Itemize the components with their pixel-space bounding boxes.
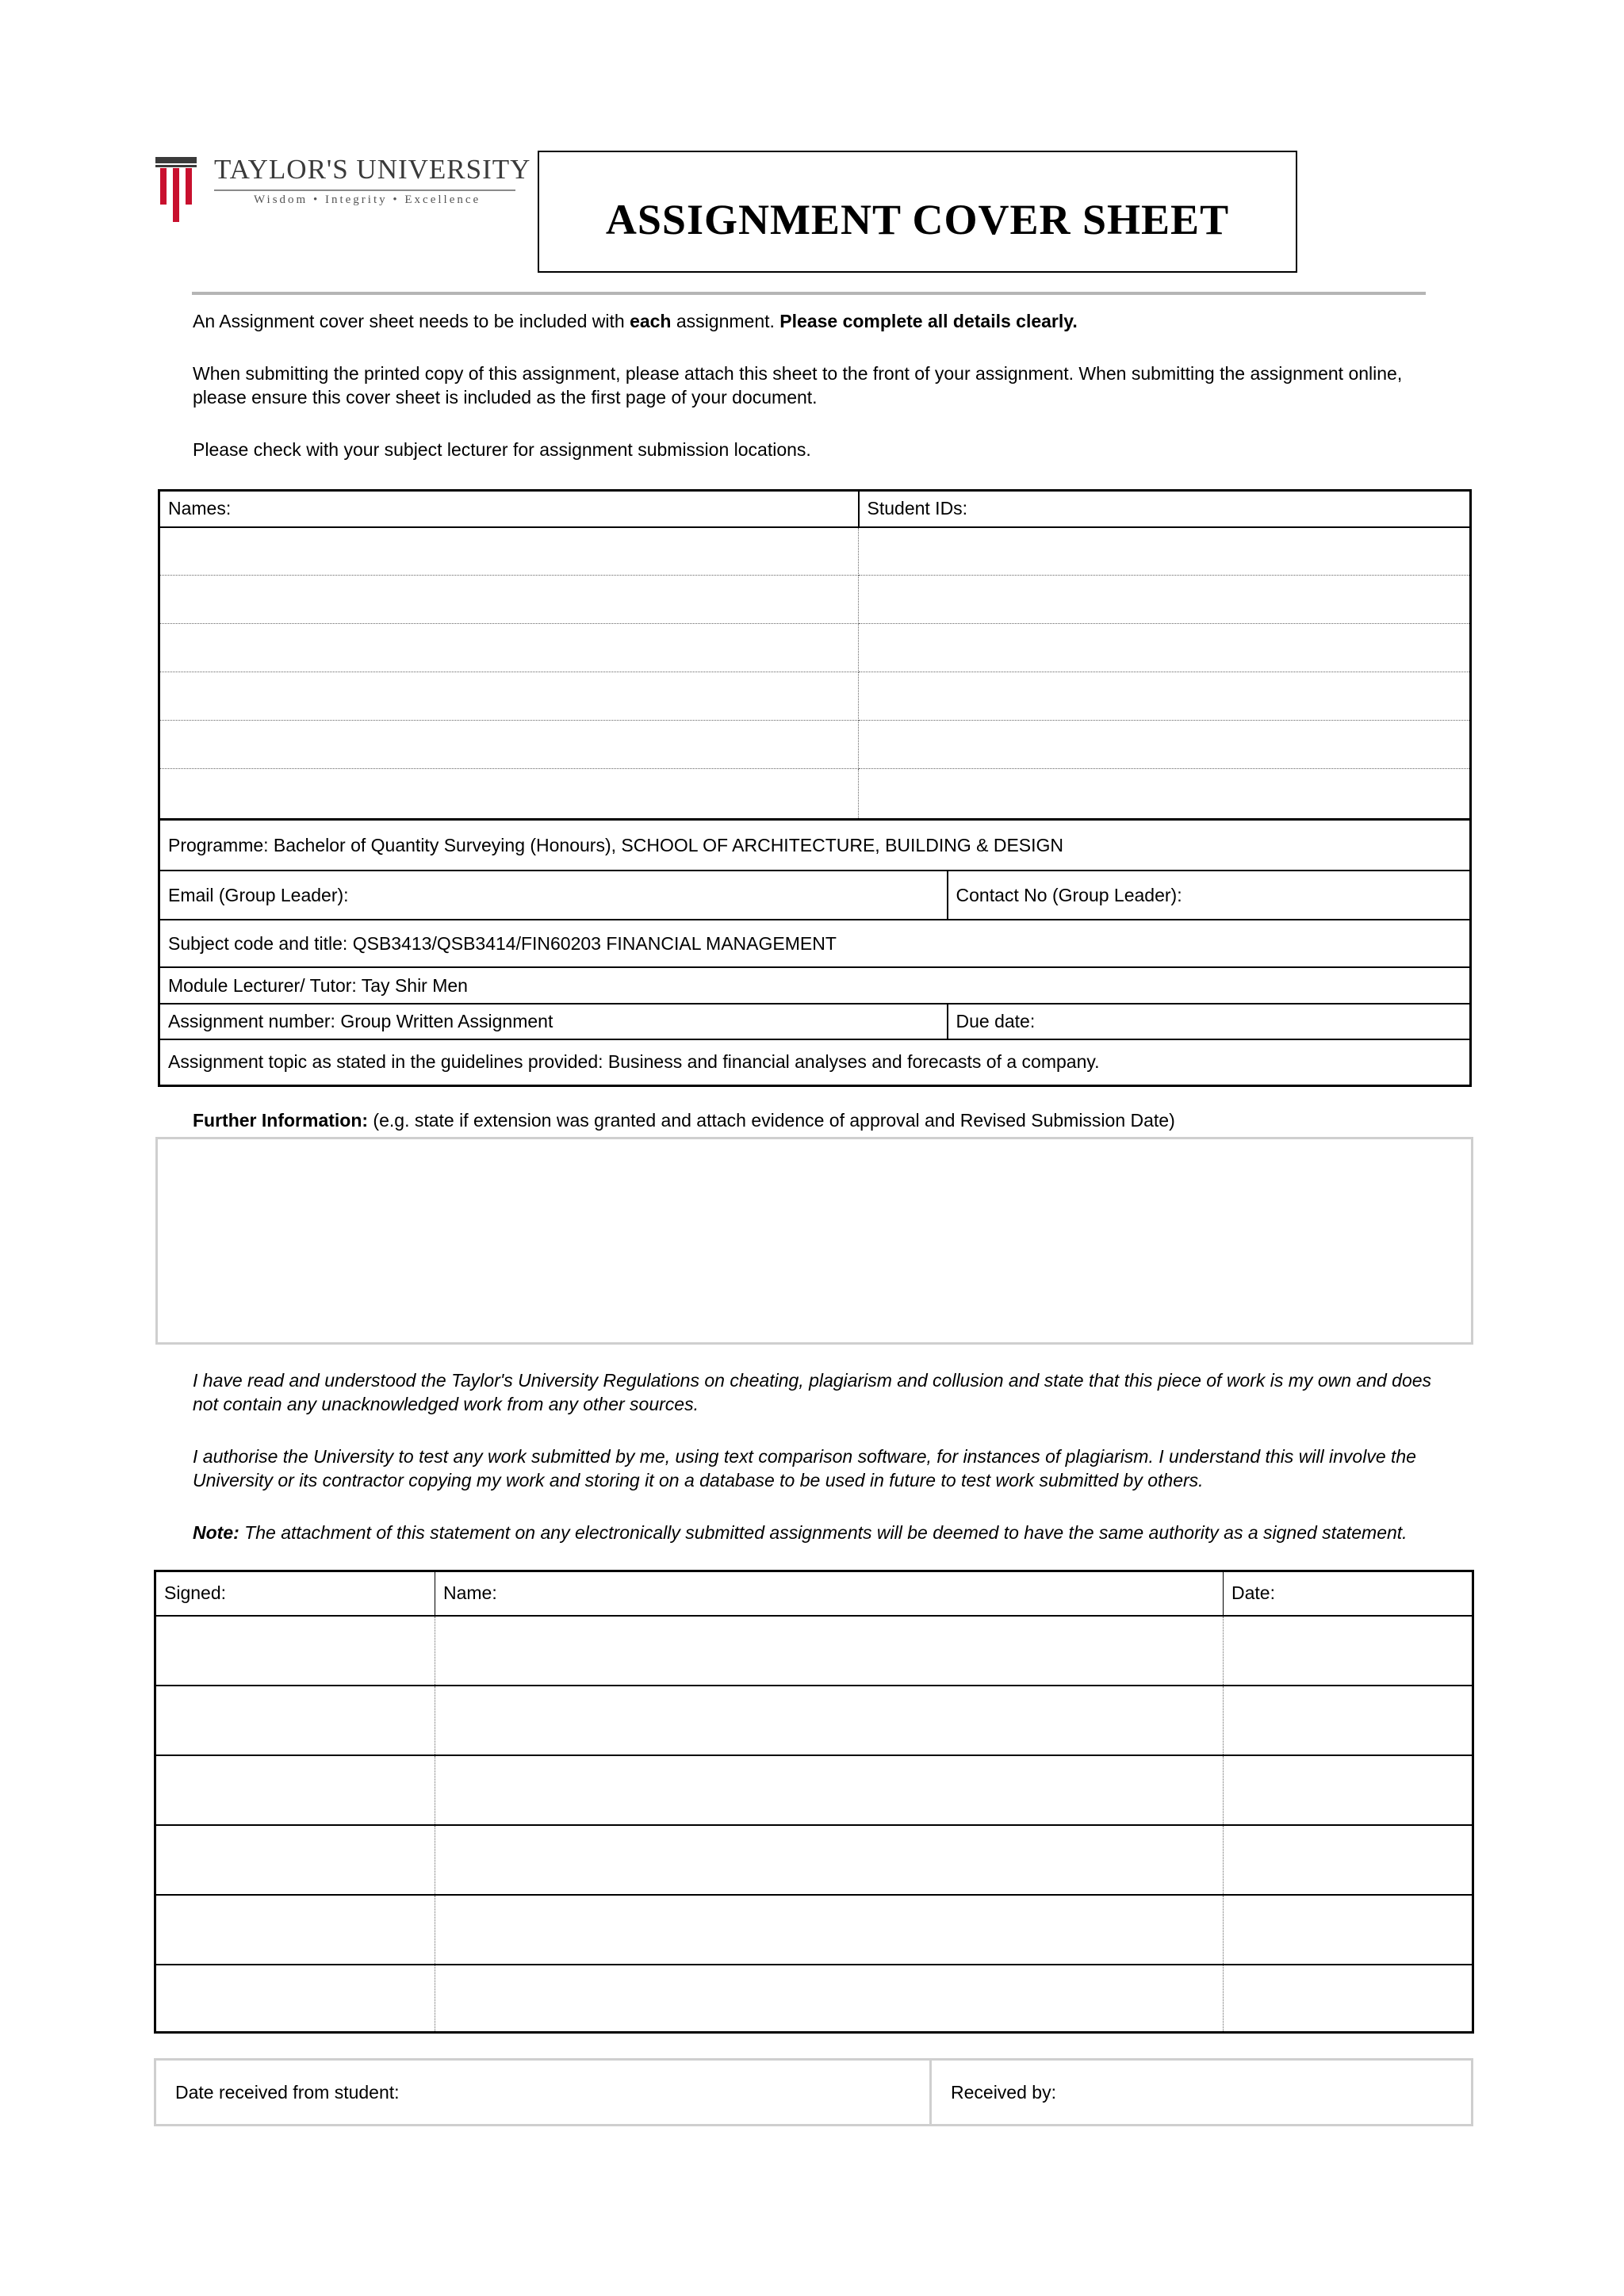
name-field[interactable] — [159, 672, 859, 721]
student-names-table — [158, 489, 1472, 821]
subject-field: Subject code and title: QSB3413/QSB3414/FIN60203 FINANCIAL MANAGEMENT — [159, 920, 1471, 967]
student-ids-header: Student IDs: — [859, 491, 1471, 527]
signatory-name-field[interactable] — [435, 1616, 1224, 1686]
receipt-box — [154, 2058, 1473, 2126]
due-date-field[interactable]: Due date: — [948, 1004, 1471, 1039]
signature-field[interactable] — [155, 1895, 435, 1965]
signatory-name-field[interactable] — [435, 1686, 1224, 1755]
further-information-field[interactable] — [155, 1137, 1473, 1345]
signature-date-field[interactable] — [1224, 1616, 1473, 1686]
name-field[interactable] — [159, 769, 859, 820]
student-id-field[interactable] — [859, 721, 1471, 769]
signature-table — [154, 1570, 1474, 2034]
lecturer-field: Module Lecturer/ Tutor: Tay Shir Men — [159, 967, 1471, 1004]
note-label: Note: — [193, 1522, 239, 1543]
student-id-field[interactable] — [859, 672, 1471, 721]
contact-number-field[interactable]: Contact No (Group Leader): — [948, 871, 1471, 920]
name-header: Name: — [435, 1571, 1224, 1616]
assignment-topic-field: Assignment topic as stated in the guidelines provided: Business and financial analyses and forecasts of a company. — [159, 1039, 1471, 1085]
names-header: Names: — [159, 491, 859, 527]
name-field[interactable] — [159, 576, 859, 624]
name-field[interactable] — [159, 527, 859, 576]
declaration-authorisation: I authorise the University to test any work submitted by me, using text comparison software, for instances of plagiarism. I understand this will involve the University or its contractor copying my work and storing it on a database to be used in future to test work submitted by others. — [193, 1446, 1416, 1490]
student-id-field[interactable] — [859, 769, 1471, 820]
signature-date-field[interactable] — [1224, 1686, 1473, 1755]
university-name: TAYLOR'S UNIVERSITY — [214, 154, 531, 185]
further-info-hint: (e.g. state if extension was granted and attach evidence of approval and Revised Submission Date) — [368, 1110, 1175, 1131]
intro-emphasis-complete: Please complete all details clearly. — [779, 311, 1078, 331]
signature-field[interactable] — [155, 1825, 435, 1895]
signature-field[interactable] — [155, 1616, 435, 1686]
page-title: ASSIGNMENT COVER SHEET — [605, 196, 1230, 243]
signatory-name-field[interactable] — [435, 1965, 1224, 2033]
assignment-number-field: Assignment number: Group Written Assignment — [159, 1004, 948, 1039]
intro-text: An Assignment cover sheet needs to be included with — [193, 311, 630, 331]
signatory-name-field[interactable] — [435, 1895, 1224, 1965]
signatory-name-field[interactable] — [435, 1755, 1224, 1825]
intro-text: assignment. — [671, 311, 780, 331]
logo-divider — [214, 189, 515, 191]
signature-date-field[interactable] — [1224, 1755, 1473, 1825]
further-info-heading: Further Information: — [193, 1110, 369, 1131]
title-box — [538, 151, 1297, 273]
declaration-note — [193, 1521, 1439, 1544]
student-id-field[interactable] — [859, 527, 1471, 576]
header-divider — [192, 292, 1426, 295]
email-field[interactable]: Email (Group Leader): — [159, 871, 948, 920]
student-id-field[interactable] — [859, 576, 1471, 624]
programme-field: Programme: Bachelor of Quantity Surveying (Honours), SCHOOL OF ARCHITECTURE, BUILDING & DESIGN — [159, 820, 1471, 871]
date-received-field[interactable]: Date received from student: — [156, 2061, 932, 2124]
signatory-name-field[interactable] — [435, 1825, 1224, 1895]
intro-emphasis-each: each — [630, 311, 672, 331]
received-by-field[interactable]: Received by: — [951, 2081, 1056, 2103]
signature-date-field[interactable] — [1224, 1825, 1473, 1895]
date-header: Date: — [1224, 1571, 1473, 1616]
name-field[interactable] — [159, 721, 859, 769]
intro-paragraph-1 — [193, 309, 1439, 333]
intro-paragraph-3: Please check with your subject lecturer for assignment submission locations. — [193, 439, 811, 460]
assignment-details-table — [158, 819, 1472, 1087]
name-field[interactable] — [159, 624, 859, 672]
declaration-plagiarism: I have read and understood the Taylor's University Regulations on cheating, plagiarism and collusion and state that this piece of work is my own and does not contain any unacknowledged work from any other sources. — [193, 1370, 1432, 1414]
note-text: The attachment of this statement on any electronically submitted assignments will be deemed to have the same authority as a signed statement. — [239, 1522, 1408, 1543]
university-motto: Wisdom • Integrity • Excellence — [254, 193, 481, 206]
signature-date-field[interactable] — [1224, 1895, 1473, 1965]
university-logo — [155, 151, 531, 230]
further-information-label — [193, 1108, 1439, 1132]
signature-field[interactable] — [155, 1965, 435, 2033]
signature-field[interactable] — [155, 1686, 435, 1755]
signed-header: Signed: — [155, 1571, 435, 1616]
intro-paragraph-2: When submitting the printed copy of this assignment, please attach this sheet to the front of your assignment. When submitting the assignment online, please ensure this cover sheet is included as the first page of your document. — [193, 363, 1403, 408]
signature-date-field[interactable] — [1224, 1965, 1473, 2033]
signature-field[interactable] — [155, 1755, 435, 1825]
university-crest-icon — [155, 157, 197, 222]
student-id-field[interactable] — [859, 624, 1471, 672]
